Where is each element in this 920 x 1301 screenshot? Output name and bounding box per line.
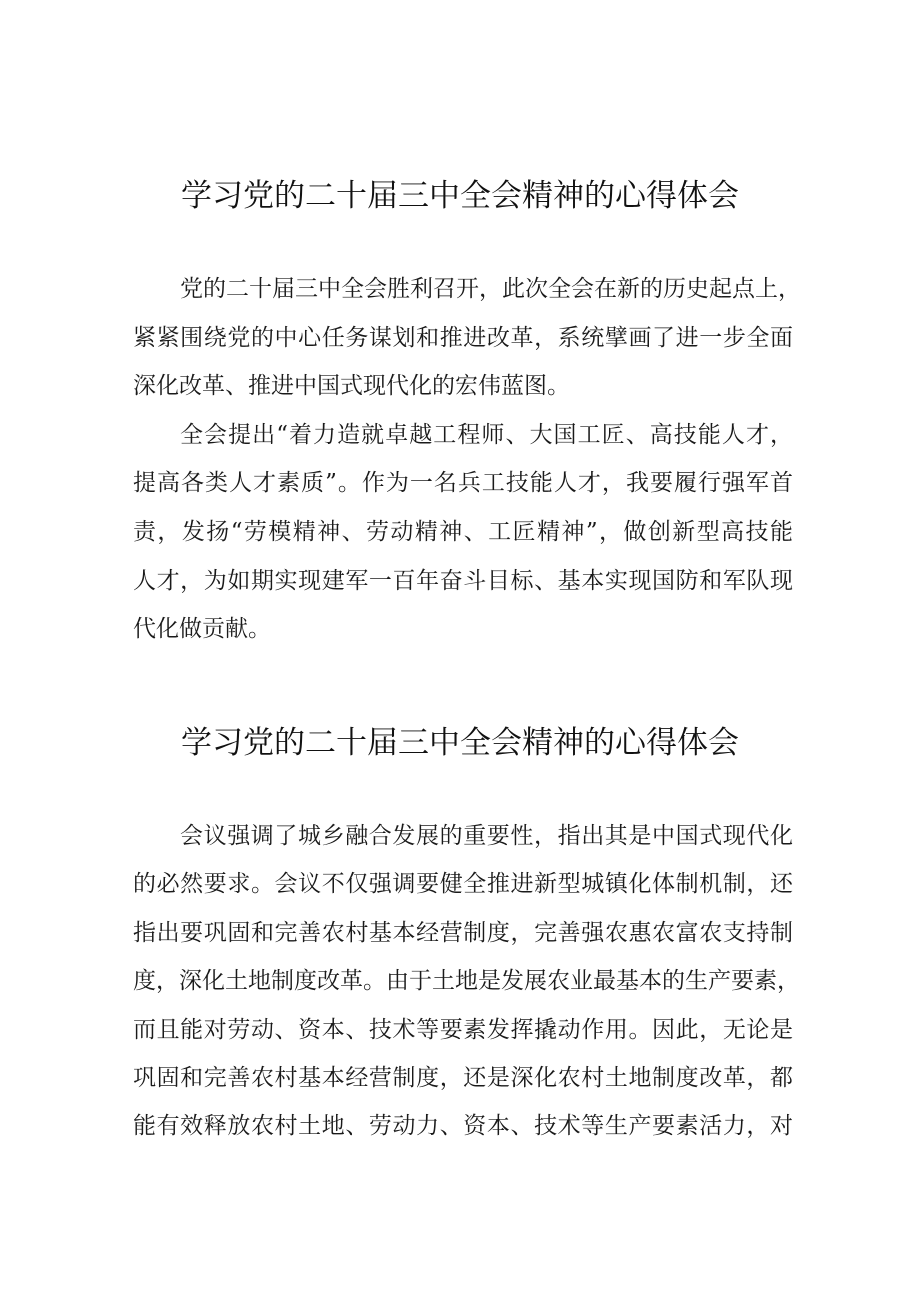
paragraph-line: 责，发扬“劳模精神、劳动精神、工匠精神”，做创新型高技能 [133, 519, 793, 545]
paragraph-line: 提高各类人才素质”。作为一名兵工技能人才，我要履行强军首 [133, 470, 793, 496]
paragraph-line: 紧紧围绕党的中心任务谋划和推进改革，系统擘画了进一步全面 [133, 325, 793, 351]
paragraph-line: 代化做贡献。 [133, 616, 271, 642]
paragraph-line: 全会提出“着力造就卓越工程师、大国工匠、高技能人才， [180, 422, 793, 448]
paragraph-line: 巩固和完善农村基本经营制度，还是深化农村土地制度改革，都 [133, 1065, 793, 1091]
paragraph-line: 深化改革、推进中国式现代化的宏伟蓝图。 [133, 373, 570, 399]
section-title: 学习党的二十届三中全会精神的心得体会 [181, 725, 739, 761]
paragraph-line: 党的二十届三中全会胜利召开，此次全会在新的历史起点上， [180, 276, 801, 302]
paragraph-line: 指出要巩固和完善农村基本经营制度，完善强农惠农富农支持制 [133, 920, 793, 946]
section-title: 学习党的二十届三中全会精神的心得体会 [181, 178, 739, 214]
paragraph-line: 人才，为如期实现建军一百年奋斗目标、基本实现国防和军队现 [133, 568, 793, 594]
paragraph-line: 能有效释放农村土地、劳动力、资本、技术等生产要素活力，对 [133, 1113, 793, 1139]
paragraph-line: 的必然要求。会议不仅强调要健全推进新型城镇化体制机制，还 [133, 871, 793, 897]
paragraph-line: 而且能对劳动、资本、技术等要素发挥撬动作用。因此，无论是 [133, 1017, 793, 1043]
paragraph-line: 会议强调了城乡融合发展的重要性，指出其是中国式现代化 [180, 823, 793, 849]
paragraph-line: 度，深化土地制度改革。由于土地是发展农业最基本的生产要素， [133, 968, 800, 994]
